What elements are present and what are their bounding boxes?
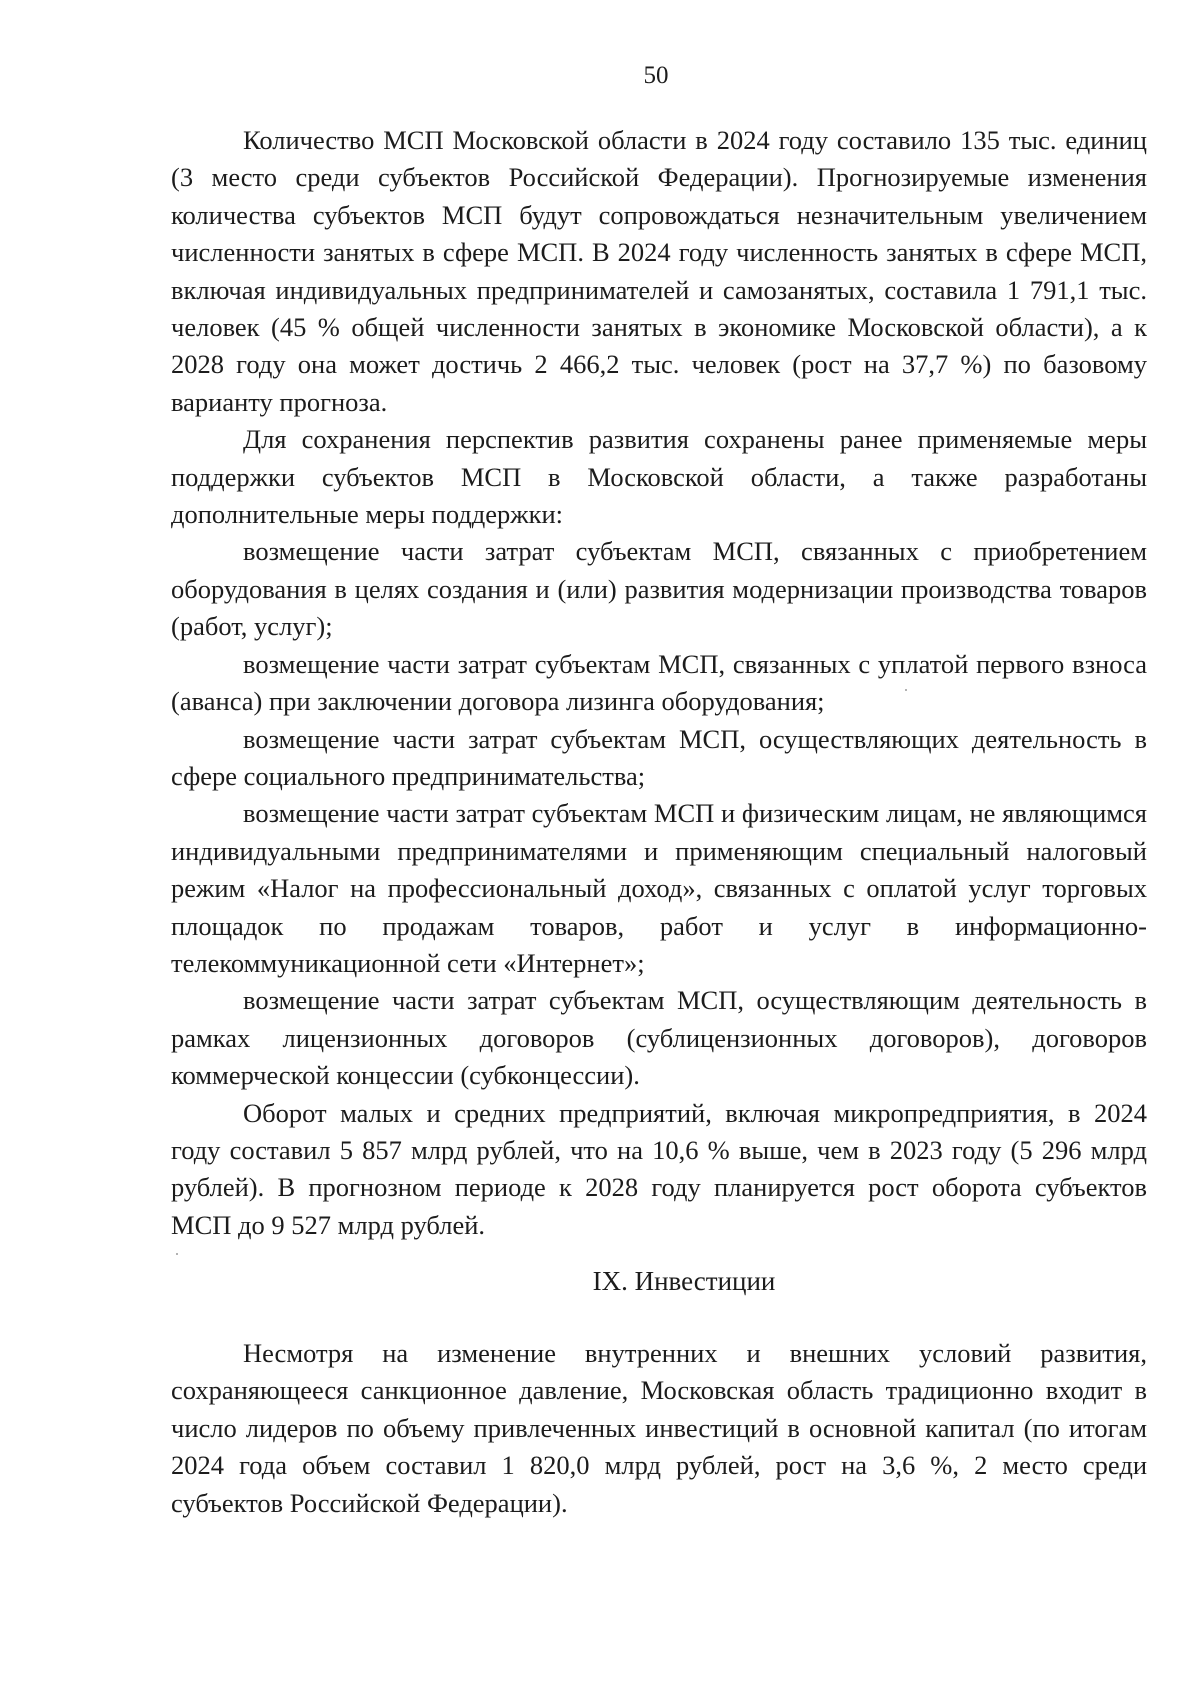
scan-artifact bbox=[176, 1253, 178, 1255]
list-item-license-agreements: возмещение части затрат субъектам МСП, осуществляющим деятельность в рамках лицензионных договоров (сублицензионных договоров), договоров коммерческой концессии (субконцессии). bbox=[171, 985, 1147, 1091]
paragraph-msp-count: Количество МСП Московской области в 2024 году составило 135 тыс. единиц (3 место среди субъектов Российской Федерации). Прогнозируемые изменения количества субъектов МСП будут сопровождаться незначительным увеличением численности занятых в сфере МСП. В 2024 году численность занятых в сфере МСП, включая индивидуальных предпринимателей и самозанятых, составила 1 791,1 тыс. человек (45 % общей численности занятых в экономике Московской области), а к 2028 году она может достичь 2 466,2 тыс. человек (рост на 37,7 %) по базовому варианту прогноза. bbox=[171, 125, 1147, 417]
list-item-marketplace-costs: возмещение части затрат субъектам МСП и физическим лицам, не являющимся индивидуальными предпринимателями и применяющим специальный налоговый режим «Налог на профессиональный доход», связанных с оплатой услуг торговых площадок по продажам товаров, работ и услуг в информационно-телекоммуникационной сети «Интернет»; bbox=[171, 798, 1147, 978]
list-item-equipment-costs: возмещение части затрат субъектам МСП, связанных с приобретением оборудования в целях создания и (или) развития модернизации производства товаров (работ, услуг); bbox=[171, 536, 1147, 642]
section-heading-investments: IX. Инвестиции bbox=[592, 1266, 776, 1296]
list-item-social-entrepreneurship: возмещение части затрат субъектам МСП, осуществляющих деятельность в сфере социального предпринимательства; bbox=[171, 723, 1147, 791]
paragraph-turnover: Оборот малых и средних предприятий, включая микропредприятия, в 2024 году составил 5 857 млрд рублей, что на 10,6 % выше, чем в 2023 году (5 296 млрд рублей). В прогнозном периоде к 2028 году планируется рост оборота субъектов МСП до 9 527 млрд рублей. bbox=[171, 1097, 1147, 1240]
list-item-leasing-costs: возмещение части затрат субъектам МСП, связанных с уплатой первого взноса (аванса) при заключении договора лизинга оборудования; bbox=[171, 648, 1147, 717]
investments-section-text bbox=[171, 1335, 1147, 1522]
paragraph-investments: Несмотря на изменение внутренних и внешних условий развития, сохраняющееся санкционное давление, Московская область традиционно входит в число лидеров по объему привлеченных инвестиций в основной капитал (по итогам 2024 года объем составил 1 820,0 млрд рублей, рост на 3,6 %, 2 место среди субъектов Российской Федерации). bbox=[171, 1338, 1147, 1518]
paragraph-support-measures-intro: Для сохранения перспектив развития сохранены ранее применяемые меры поддержки субъектов МСП в Московской области, а также разработаны дополнительные меры поддержки: bbox=[171, 424, 1147, 530]
page-number: 50 bbox=[643, 62, 669, 89]
msp-section-text bbox=[171, 122, 1147, 1244]
scan-artifact bbox=[905, 689, 907, 691]
